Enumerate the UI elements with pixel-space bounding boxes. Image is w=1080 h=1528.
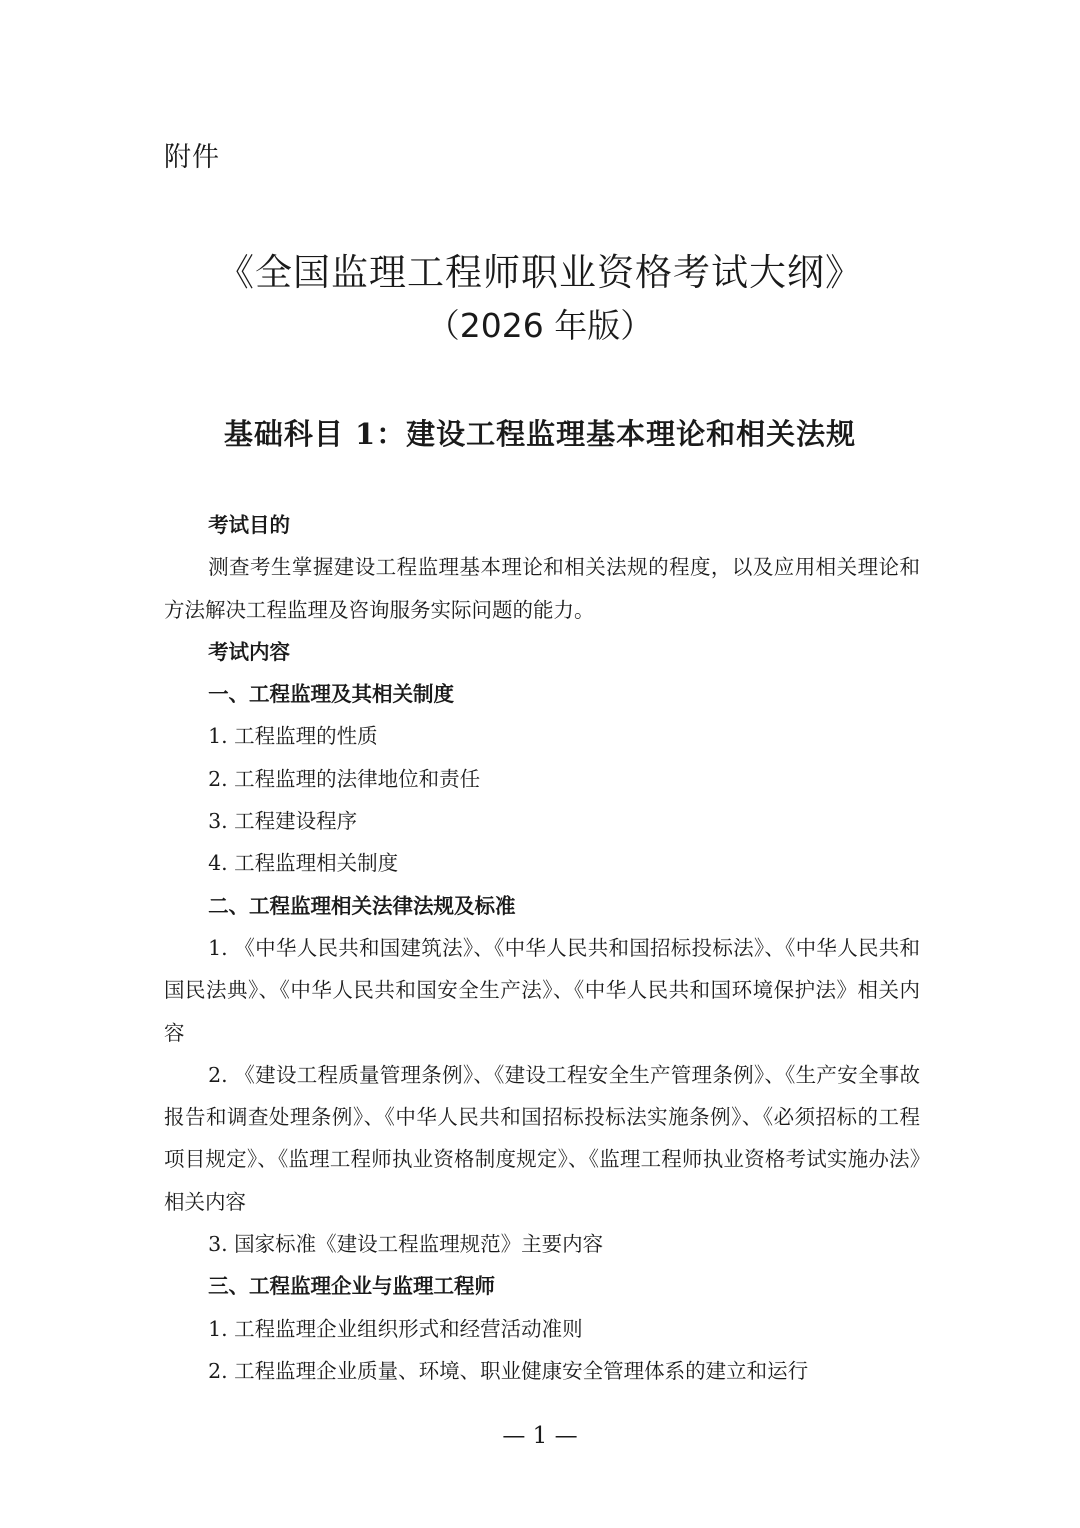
- purpose-paragraph: 测查考生掌握建设工程监理基本理论和相关法规的程度，以及应用相关理论和方法解决工程监理及咨询服务实际问题的能力。: [164, 555, 920, 622]
- section-heading-3: 三、工程监理企业与监理工程师: [208, 1274, 496, 1299]
- list-item: 2. 工程监理企业质量、环境、职业健康安全管理体系的建立和运行: [208, 1358, 809, 1383]
- purpose-heading: 考试目的: [208, 513, 291, 537]
- list-item: 1. 工程监理企业组织形式和经营活动准则: [208, 1316, 583, 1341]
- attachment-label: 附件: [164, 142, 220, 173]
- subject-title: 基础科目 1：建设工程监理基本理论和相关法规: [223, 417, 857, 451]
- list-item: 2. 《建设工程质量管理条例》、《建设工程安全生产管理条例》、《生产安全事故报告和调查处理条例》、《中华人民共和国招标投标法实施条例》、《必须招标的工程项目规定》、《监理工程师执业资格制度规定》、《监理工程师执业资格考试实施办法》相关内容: [164, 1062, 920, 1214]
- content-heading: 考试内容: [208, 639, 291, 664]
- list-item: 1. 工程监理的性质: [208, 724, 378, 749]
- list-item: 3. 工程建设程序: [208, 809, 358, 834]
- page-number: — 1 —: [502, 1423, 578, 1449]
- list-item: 2. 工程监理的法律地位和责任: [208, 766, 481, 791]
- section-heading-1: 一、工程监理及其相关制度: [208, 682, 455, 707]
- document-title: 《全国监理工程师职业资格考试大纲》: [217, 251, 863, 294]
- document-edition: （2026 年版）: [426, 306, 654, 345]
- list-item: 4. 工程监理相关制度: [208, 851, 399, 876]
- document-body: [164, 504, 920, 1392]
- section-heading-2: 二、工程监理相关法律法规及标准: [208, 893, 516, 918]
- list-item: 3. 国家标准《建设工程监理规范》主要内容: [208, 1232, 604, 1257]
- list-item: 1. 《中华人民共和国建筑法》、《中华人民共和国招标投标法》、《中华人民共和国民法典》、《中华人民共和国安全生产法》、《中华人民共和国环境保护法》相关内容: [164, 935, 920, 1045]
